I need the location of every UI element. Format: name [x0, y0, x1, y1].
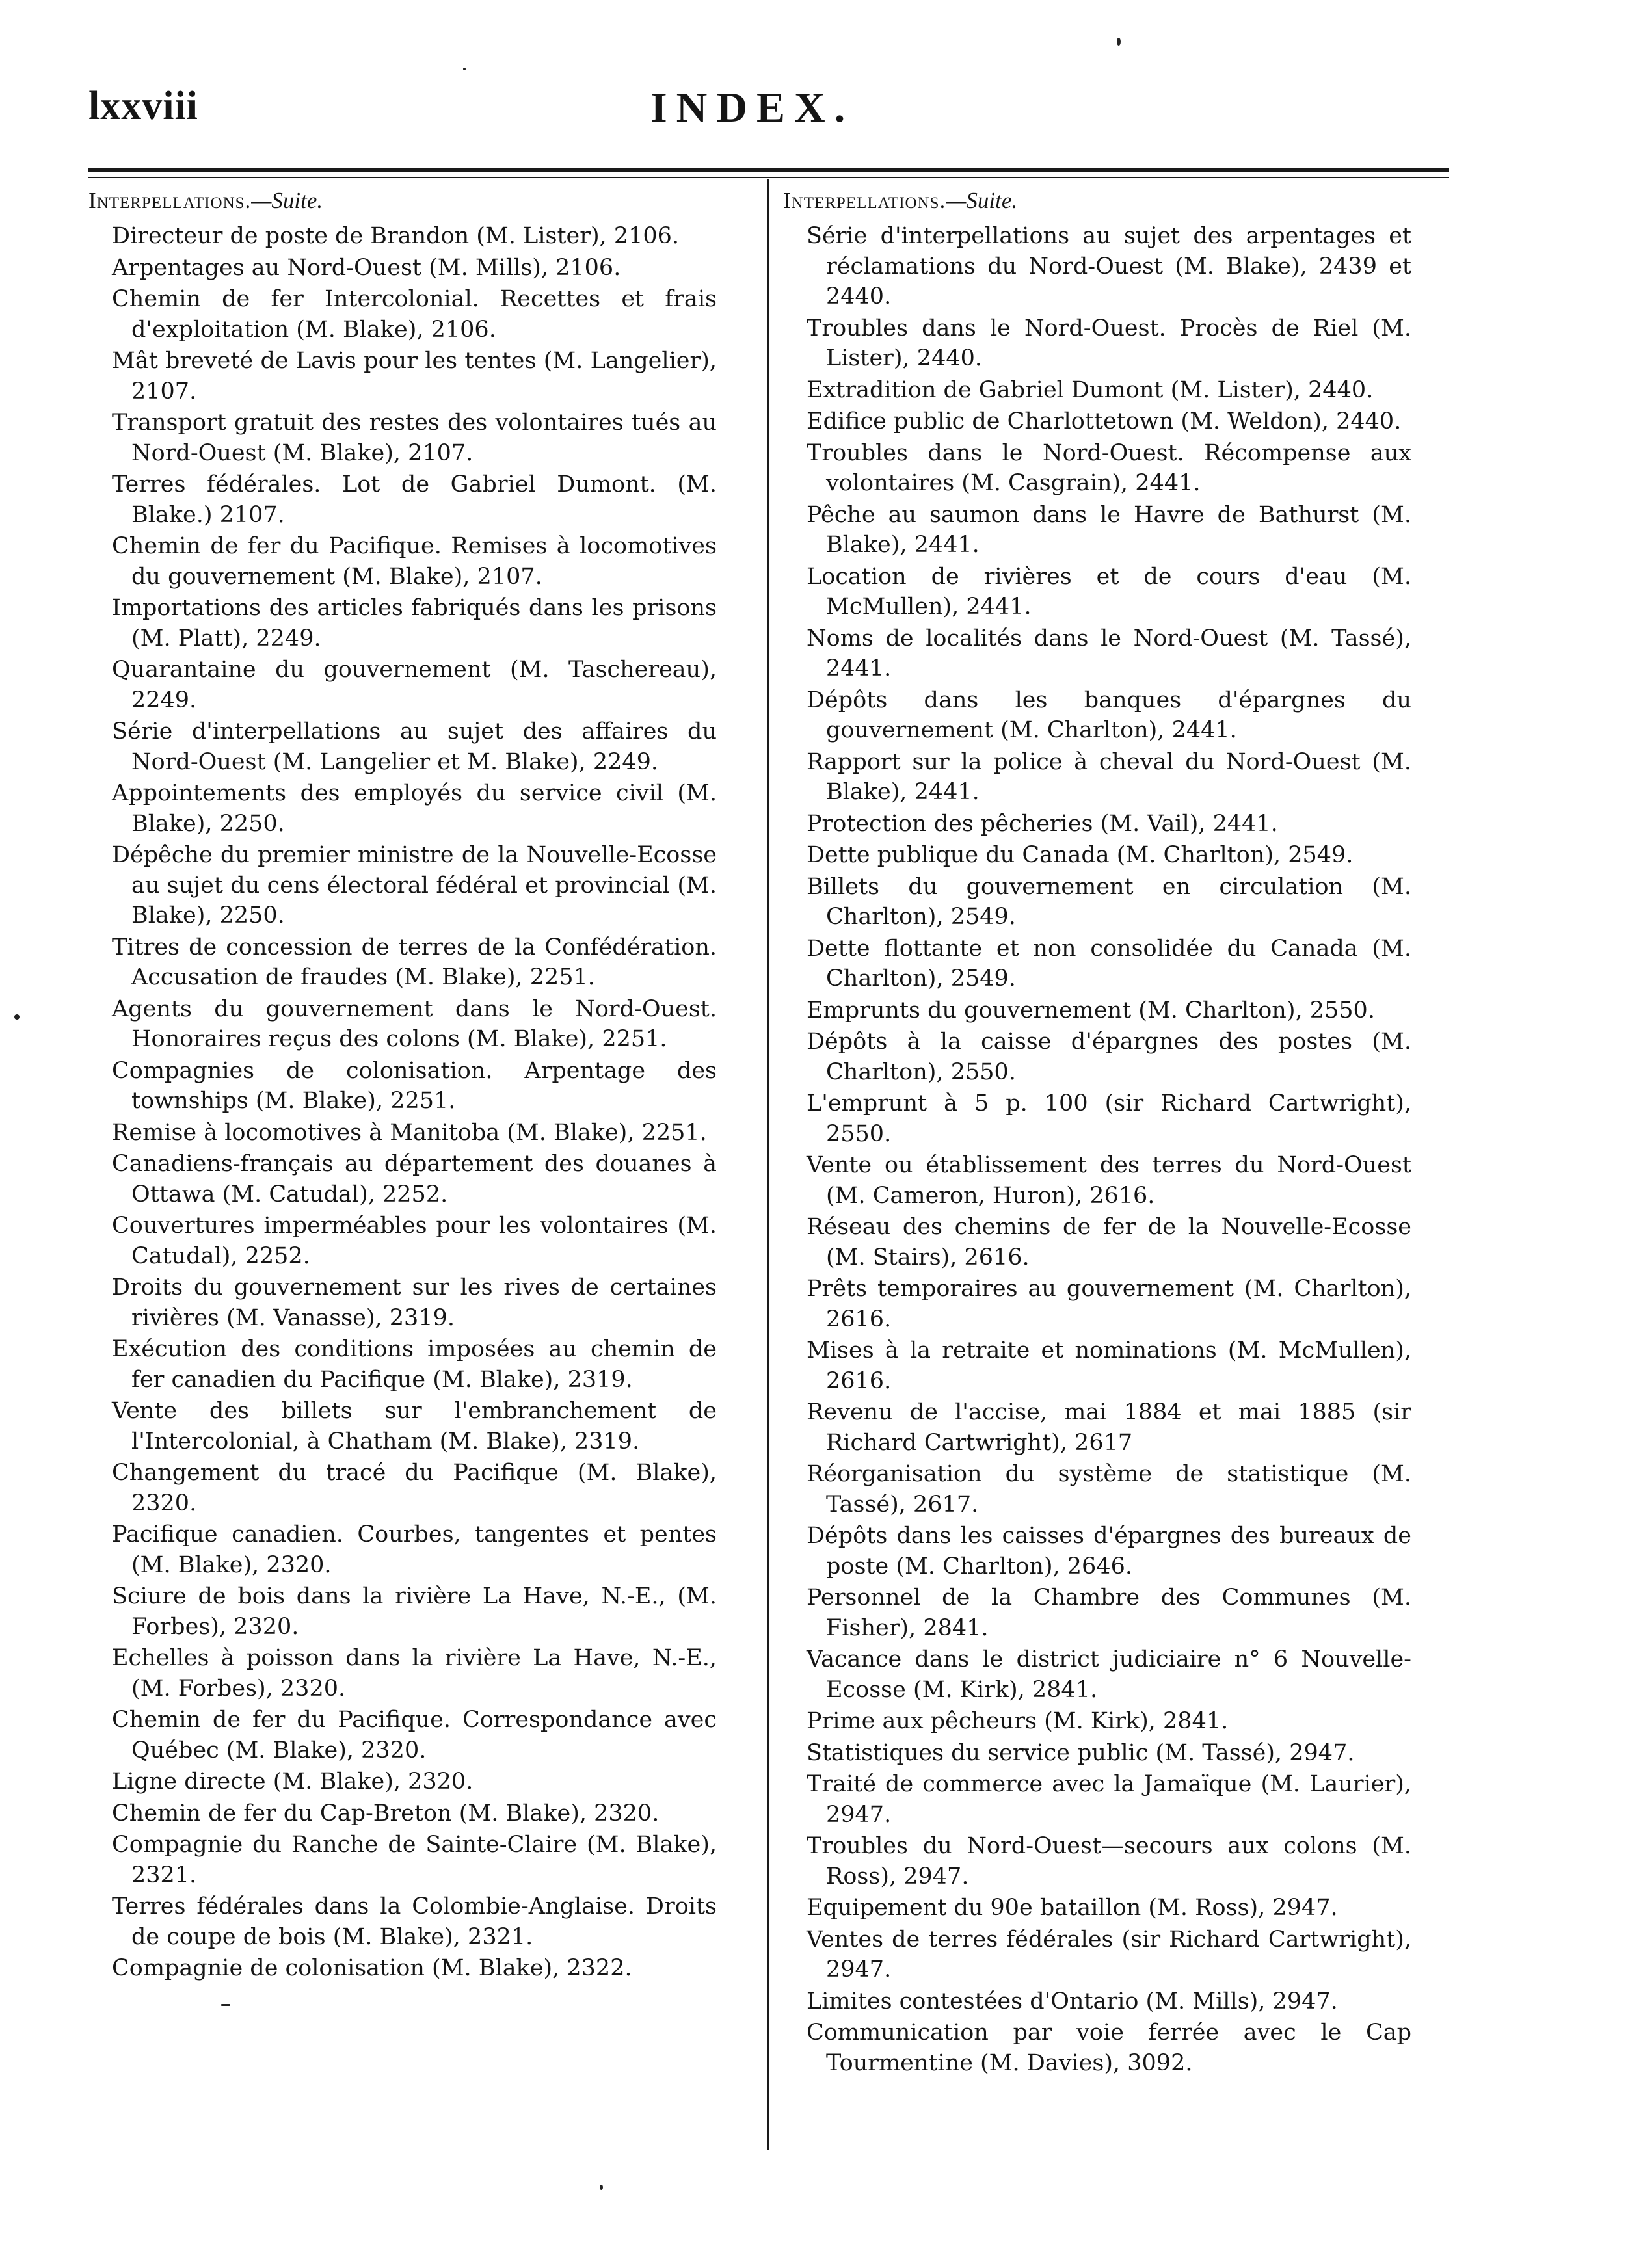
index-entry: Canadiens-français au département des douanes à Ottawa (M. Catudal), 2252.	[112, 1151, 717, 1207]
header-rule-thin	[88, 177, 1449, 178]
index-entry: Dépôts à la caisse d'épargnes des postes (M. Charlton), 2550.	[807, 1029, 1411, 1085]
index-entry: Prime aux pêcheurs (M. Kirk), 2841.	[807, 1708, 1229, 1734]
print-speck	[600, 2185, 603, 2190]
index-entry: Mât breveté de Lavis pour les tentes (M. Langelier), 2107.	[112, 348, 717, 404]
index-entry: Vente des billets sur l'embranchement de l'Intercolonial, à Chatham (M. Blake), 2319.	[112, 1398, 717, 1455]
index-entry: Rapport sur la police à cheval du Nord-Ouest (M. Blake), 2441.	[807, 748, 1411, 805]
index-entry: Chemin de fer Intercolonial. Recettes et frais d'exploitation (M. Blake), 2106.	[112, 286, 717, 343]
index-entry: Statistiques du service public (M. Tassé), 2947.	[807, 1739, 1355, 1766]
index-entry: Importations des articles fabriqués dans les prisons (M. Platt), 2249.	[112, 595, 717, 652]
index-entry: Dépêche du premier ministre de la Nouvelle-Ecosse au sujet du cens électoral fédéral et provincial (M. Blake), 2250.	[112, 842, 717, 929]
column-heading	[88, 183, 717, 218]
index-entry: Personnel de la Chambre des Communes (M. Fisher), 2841.	[807, 1585, 1411, 1641]
index-entry: Echelles à poisson dans la rivière La Have, N.-E., (M. Forbes), 2320.	[112, 1645, 717, 1702]
heading-continued: —Suite.	[946, 188, 1018, 213]
index-entry: Prêts temporaires au gouvernement (M. Charlton), 2616.	[807, 1276, 1411, 1332]
index-entry: Location de rivières et de cours d'eau (M. McMullen), 2441.	[807, 563, 1411, 620]
index-entry: Terres fédérales. Lot de Gabriel Dumont. (M. Blake.) 2107.	[112, 471, 717, 528]
index-entry: Titres de concession de terres de la Confédération. Accusation de fraudes (M. Blake), 2251.	[112, 934, 717, 990]
index-entry: Limites contestées d'Ontario (M. Mills), 2947.	[807, 1988, 1338, 2014]
index-entry: Exécution des conditions imposées au chemin de fer canadien du Pacifique (M. Blake), 2319.	[112, 1336, 717, 1393]
index-entry: Noms de localités dans le Nord-Ouest (M. Tassé), 2441.	[807, 625, 1411, 681]
index-entry: Directeur de poste de Brandon (M. Lister), 2106.	[112, 223, 680, 249]
index-entry: Réseau des chemins de fer de la Nouvelle-Ecosse (M. Stairs), 2616.	[807, 1214, 1411, 1271]
print-speck	[221, 2004, 230, 2006]
index-entry: Chemin de fer du Cap-Breton (M. Blake), 2320.	[112, 1800, 660, 1826]
index-entry: Equipement du 90e bataillon (M. Ross), 2947.	[807, 1895, 1338, 1921]
index-entry: Ligne directe (M. Blake), 2320.	[112, 1769, 474, 1795]
index-entry: Vacance dans le district judiciaire n° 6 Nouvelle-Ecosse (M. Kirk), 2841.	[807, 1646, 1411, 1703]
header-rule-thick	[88, 168, 1449, 172]
print-speck	[1117, 38, 1121, 46]
print-speck	[14, 1014, 20, 1020]
column-divider	[767, 179, 769, 2150]
heading-continued: —Suite.	[251, 188, 323, 213]
page-number: lxxviii	[88, 84, 198, 128]
index-entry: Remise à locomotives à Manitoba (M. Blake), 2251.	[112, 1119, 707, 1146]
index-entry: Chemin de fer du Pacifique. Correspondance avec Québec (M. Blake), 2320.	[112, 1707, 717, 1763]
index-entry: Emprunts du gouvernement (M. Charlton), 2550.	[807, 997, 1375, 1023]
index-entry: Appointements des employés du service civil (M. Blake), 2250.	[112, 780, 717, 837]
index-entry: Extradition de Gabriel Dumont (M. Lister), 2440.	[807, 376, 1374, 403]
heading-main: Interpellations.	[783, 188, 946, 213]
index-entry: Compagnie de colonisation (M. Blake), 2322.	[112, 1955, 632, 1981]
index-entry: Arpentages au Nord-Ouest (M. Mills), 2106.	[112, 254, 621, 281]
index-entry: Réorganisation du système de statistique (M. Tassé), 2617.	[807, 1461, 1411, 1518]
index-entry: Billets du gouvernement en circulation (M. Charlton), 2549.	[807, 873, 1411, 930]
index-entry: Traité de commerce avec la Jamaïque (M. Laurier), 2947.	[807, 1771, 1411, 1828]
entry-list	[783, 221, 1411, 2078]
index-entry: Dépôts dans les caisses d'épargnes des bureaux de poste (M. Charlton), 2646.	[807, 1523, 1411, 1579]
index-entry: Compagnies de colonisation. Arpentage des townships (M. Blake), 2251.	[112, 1057, 717, 1114]
print-speck	[463, 68, 466, 70]
index-entry: Quarantaine du gouvernement (M. Taschereau), 2249.	[112, 657, 717, 713]
index-entry: Transport gratuit des restes des volontaires tués au Nord-Ouest (M. Blake), 2107.	[112, 410, 717, 466]
right-column	[783, 183, 1411, 2079]
index-entry: Protection des pêcheries (M. Vail), 2441.	[807, 810, 1278, 837]
index-entry: Revenu de l'accise, mai 1884 et mai 1885 (sir Richard Cartwright), 2617	[807, 1399, 1411, 1456]
index-entry: Troubles dans le Nord-Ouest. Récompense aux volontaires (M. Casgrain), 2441.	[807, 440, 1411, 496]
index-entry: Dépôts dans les banques d'épargnes du gouvernement (M. Charlton), 2441.	[807, 687, 1411, 743]
entry-list	[88, 221, 717, 1984]
index-entry: L'emprunt à 5 p. 100 (sir Richard Cartwright), 2550.	[807, 1090, 1411, 1147]
index-entry: Ventes de terres fédérales (sir Richard Cartwright), 2947.	[807, 1926, 1411, 1983]
index-entry: Série d'interpellations au sujet des affaires du Nord-Ouest (M. Langelier et M. Blake), 2249.	[112, 719, 717, 775]
index-entry: Pacifique canadien. Courbes, tangentes et pentes (M. Blake), 2320.	[112, 1522, 717, 1578]
index-entry: Communication par voie ferrée avec le Cap Tourmentine (M. Davies), 3092.	[807, 2020, 1411, 2076]
index-entry: Dette flottante et non consolidée du Canada (M. Charlton), 2549.	[807, 935, 1411, 992]
index-entry: Dette publique du Canada (M. Charlton), 2549.	[807, 842, 1354, 868]
index-entry: Série d'interpellations au sujet des arpentages et réclamations du Nord-Ouest (M. Blake), 2439 et 2440.	[807, 223, 1411, 310]
index-entry: Droits du gouvernement sur les rives de certaines rivières (M. Vanasse), 2319.	[112, 1274, 717, 1331]
index-entry: Chemin de fer du Pacifique. Remises à locomotives du gouvernement (M. Blake), 2107.	[112, 533, 717, 590]
index-entry: Couvertures imperméables pour les volontaires (M. Catudal), 2252.	[112, 1213, 717, 1269]
index-entry: Terres fédérales dans la Colombie-Anglaise. Droits de coupe de bois (M. Blake), 2321.	[112, 1893, 717, 1950]
column-heading	[783, 183, 1411, 218]
left-column	[88, 183, 717, 1985]
index-entry: Pêche au saumon dans le Havre de Bathurst (M. Blake), 2441.	[807, 501, 1411, 558]
index-entry: Edifice public de Charlottetown (M. Weldon), 2440.	[807, 408, 1402, 434]
index-entry: Compagnie du Ranche de Sainte-Claire (M. Blake), 2321.	[112, 1832, 717, 1888]
index-entry: Vente ou établissement des terres du Nord-Ouest (M. Cameron, Huron), 2616.	[807, 1152, 1411, 1209]
index-entry: Agents du gouvernement dans le Nord-Ouest. Honoraires reçus des colons (M. Blake), 2251.	[112, 996, 717, 1052]
index-entry: Changement du tracé du Pacifique (M. Blake), 2320.	[112, 1460, 717, 1516]
index-entry: Troubles du Nord-Ouest—secours aux colons (M. Ross), 2947.	[807, 1833, 1411, 1890]
index-entry: Sciure de bois dans la rivière La Have, N.-E., (M. Forbes), 2320.	[112, 1583, 717, 1640]
index-entry: Troubles dans le Nord-Ouest. Procès de Riel (M. Lister), 2440.	[807, 315, 1411, 371]
index-entry: Mises à la retraite et nominations (M. McMullen), 2616.	[807, 1338, 1411, 1394]
page-title: INDEX.	[650, 84, 855, 131]
heading-main: Interpellations.	[88, 188, 252, 213]
